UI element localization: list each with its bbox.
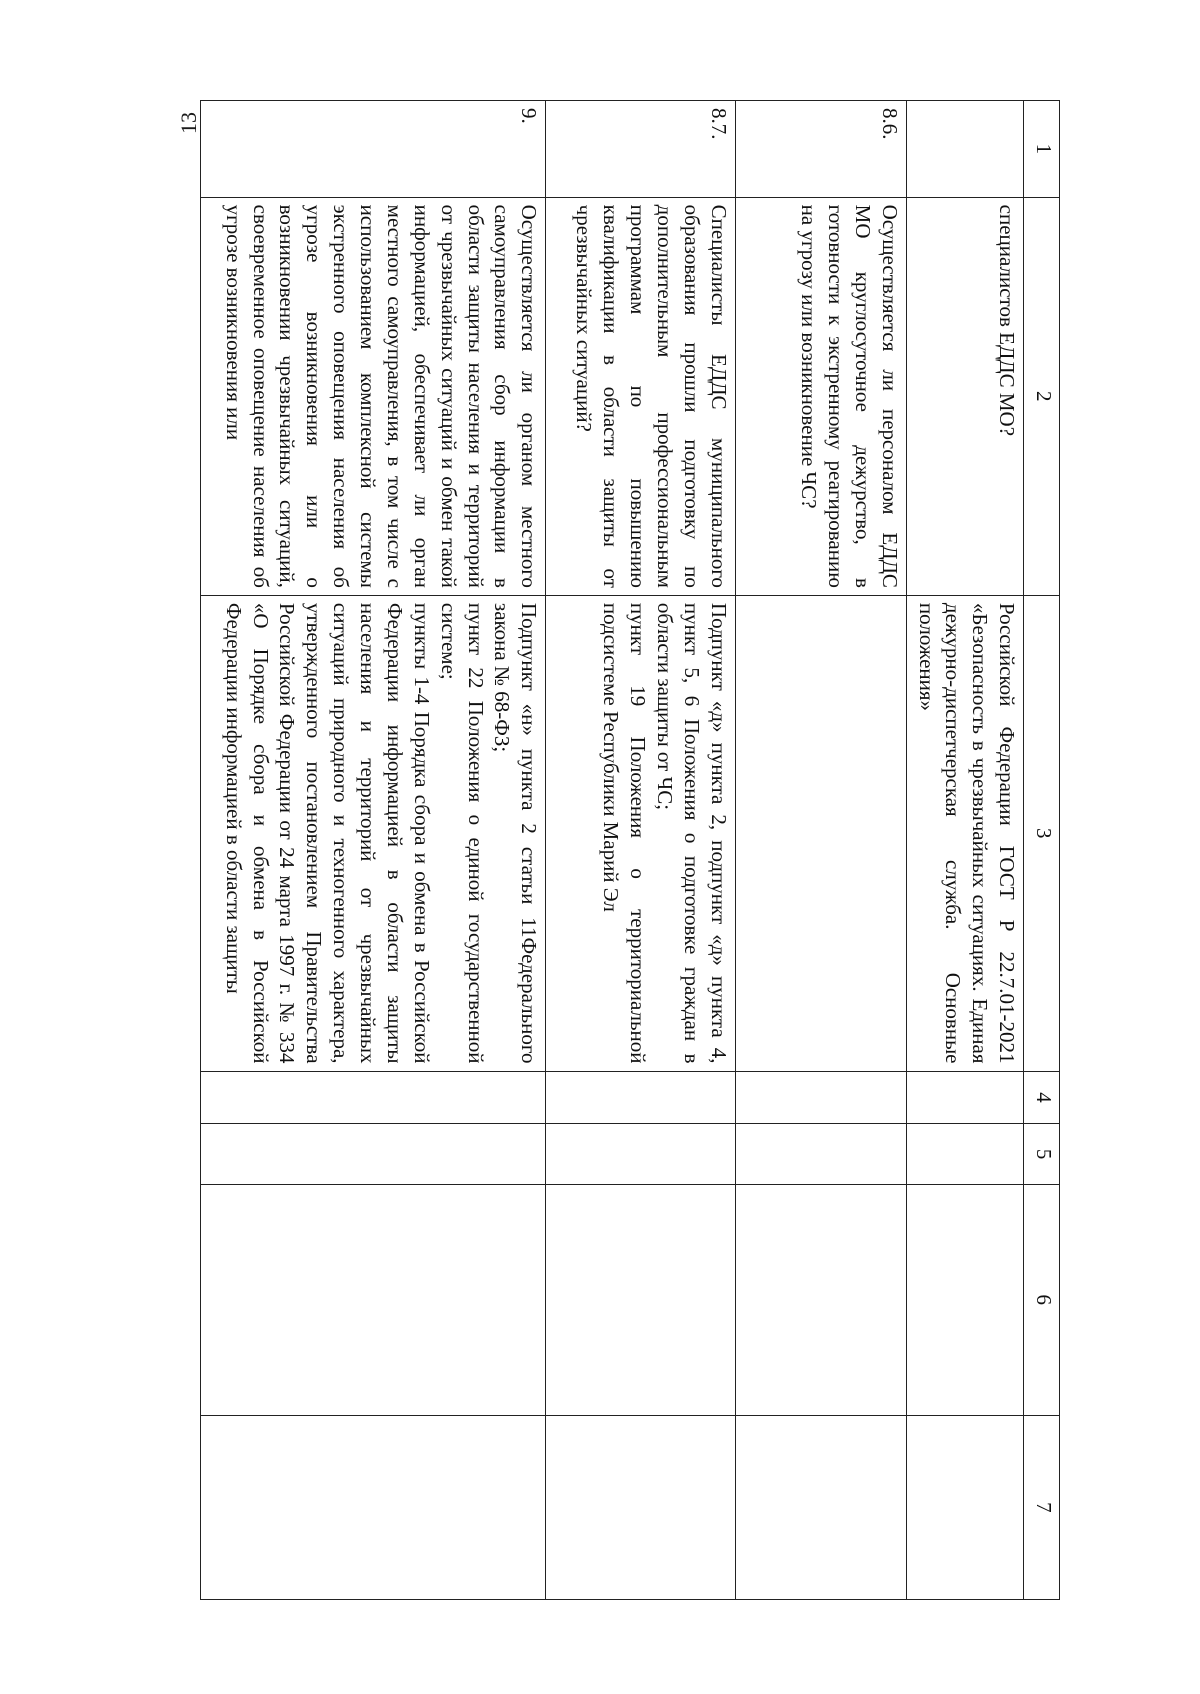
table-row-8-6 (735, 101, 906, 1600)
question-cell: специалистов ЕДДС МО? (906, 197, 1023, 595)
reference-line: пункты 1-4 Порядка сбора и обмена в Российской Федерации информацией в области защиты населения и территорий от чрезвычайных ситуаций природного и техногенного характера, утвержденного постановлением Правительства Российской Федерации от 24 марта 1997 г. № 334 «О Порядке сбора и обмена в Российской Федерации информацией в области защиты (221, 602, 434, 1064)
reference-line: Подпункт «д» пункта 2, подпункт «д» пункта 4, пункт 5, 6 Положения о подготовке граждан в области защиты от ЧС; (653, 602, 731, 1064)
reference-line: пункт 19 Положения о территориальной подсистеме Республики Марий Эл (599, 602, 651, 1064)
column-header-5: 5 (1024, 1124, 1060, 1185)
empty-cell (735, 1415, 906, 1599)
empty-cell (735, 1184, 906, 1415)
reference-line: пункт 22 Положения о единой государственной системе; (436, 602, 488, 1064)
reference-cell (546, 595, 736, 1071)
column-header-6: 6 (1024, 1184, 1060, 1415)
empty-cell (546, 1184, 736, 1415)
inspection-table (200, 100, 1060, 1600)
empty-cell (201, 1184, 546, 1415)
question-cell: Осуществляется ли органом местного самоуправления сбор информации в области защиты населения и территорий от чрезвычайных ситуаций и обмен такой информацией, обеспечивает ли орган местного самоуправления, в том числе с использованием комплексной системы экстренного оповещения населения об угрозе возникновения или о возникновении чрезвычайных ситуаций, своевременное оповещение населения об угрозе возникновения или (201, 197, 546, 595)
column-header-7: 7 (1024, 1415, 1060, 1599)
column-header-1: 1 (1024, 101, 1060, 198)
reference-cell: Российской Федерации ГОСТ Р 22.7.01-2021 «Безопасность в чрезвычайных ситуациях. Единая дежурно-диспетчерская служба. Основные положения» (906, 595, 1023, 1071)
empty-cell (201, 1124, 546, 1185)
column-header-3: 3 (1024, 595, 1060, 1071)
table-row-8-7 (546, 101, 736, 1600)
empty-cell (201, 1071, 546, 1124)
row-number-cell: 9. (201, 101, 546, 198)
row-number-cell: 8.7. (546, 101, 736, 198)
column-header-4: 4 (1024, 1071, 1060, 1124)
table-row-9 (201, 101, 546, 1600)
row-number-cell (906, 101, 1023, 198)
empty-cell (735, 1071, 906, 1124)
question-cell: Специалисты ЕДДС муниципального образования прошли подготовку по дополнительным профессиональным программам по повышению квалификации в области защиты от чрезвычайных ситуаций? (546, 197, 736, 595)
reference-cell (201, 595, 546, 1071)
question-cell: Осуществляется ли персоналом ЕДДС МО круглосуточное дежурство, в готовности к экстренному реагированию на угрозу или возникновение ЧС? (735, 197, 906, 595)
reference-cell (735, 595, 906, 1071)
row-number-cell: 8.6. (735, 101, 906, 198)
empty-cell (735, 1124, 906, 1185)
empty-cell (201, 1415, 546, 1599)
rotated-table-container (200, 100, 1060, 1600)
empty-cell (546, 1071, 736, 1124)
header-row (1024, 101, 1060, 1600)
empty-cell (546, 1415, 736, 1599)
column-header-2: 2 (1024, 197, 1060, 595)
page-number: 13 (176, 112, 201, 134)
empty-cell (906, 1124, 1023, 1185)
empty-cell (906, 1415, 1023, 1599)
empty-cell (906, 1071, 1023, 1124)
empty-cell (546, 1124, 736, 1185)
reference-line: Подпункт «н» пункта 2 статьи 11Федерального закона № 68-ФЗ; (490, 602, 542, 1064)
table-row-continuation (906, 101, 1023, 1600)
empty-cell (906, 1184, 1023, 1415)
